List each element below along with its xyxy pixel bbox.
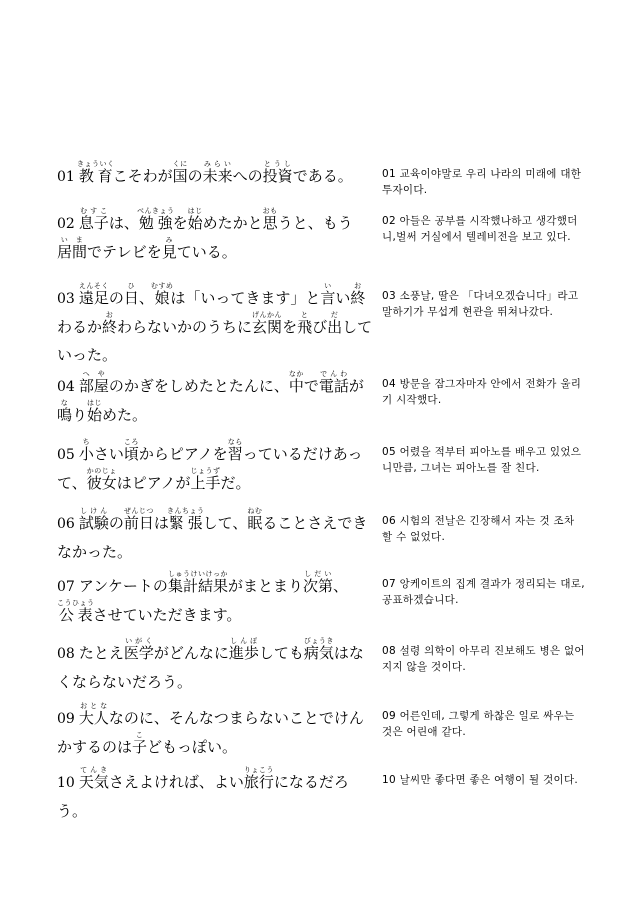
furigana-reading: りょこう (243, 766, 274, 774)
furigana-word: 病気びょうき (303, 637, 334, 662)
japanese-sentence (57, 160, 375, 191)
sentence-number: 08 (57, 646, 75, 662)
furigana-reading: み (161, 236, 177, 244)
furigana-word: 旅行りょこう (243, 766, 274, 791)
furigana-reading: むすこ (78, 207, 109, 215)
japanese-sentence (57, 370, 375, 429)
sentence-text: び (312, 318, 328, 336)
furigana-word: 教育きょういく (76, 160, 115, 185)
sentence-text: のかぎをしめたとたんに、 (108, 377, 289, 395)
sentence-number: 07 (57, 579, 75, 595)
furigana-word: 習なら (227, 438, 243, 463)
furigana-word: 試験しけん (78, 507, 109, 532)
sentence-number: 06 (57, 516, 75, 532)
korean-translation: 06 시험의 전날은 긴장해서 자는 것 조차 할 수 없었다. (382, 515, 575, 543)
sentence-text: なのに、そんなつまらないことでけんかするのは (57, 709, 364, 756)
sentence-text: からピアノを (138, 445, 228, 463)
furigana-word: 前日ぜんじつ (123, 507, 154, 532)
furigana-word: 見み (161, 236, 177, 261)
furigana-reading: べんきょう (137, 207, 175, 215)
sentence-text: どもっぽい。 (147, 738, 238, 756)
furigana-word: 天気てんき (78, 766, 109, 791)
furigana-reading: ねむ (247, 507, 263, 515)
sentence-text: わるか (57, 318, 103, 336)
sentence-text: は、 (108, 214, 139, 232)
furigana-reading: えんそく (78, 282, 109, 290)
sentence-text: を (282, 318, 298, 336)
korean-translation: 01 교육이야말로 우리 나라의 미래에 대한 투자이다. (382, 168, 582, 196)
sentence-text: させていただきます。 (92, 606, 242, 624)
sentence-text: めた。 (102, 406, 148, 424)
korean-translation: 04 방문을 잠그자마자 안에서 전화가 울리기 시작했다. (382, 378, 582, 406)
furigana-word: 玄関げんかん (252, 311, 283, 336)
furigana-reading: しゅうけいけっか (167, 570, 228, 578)
sentence-text: り (72, 406, 88, 424)
sentence-text: である。 (292, 167, 353, 185)
sentence-text: アンケートの (78, 577, 168, 595)
sentence-text: 、 (332, 577, 348, 595)
japanese-sentence (57, 637, 375, 696)
japanese-sentence (57, 766, 375, 825)
sentence-text: の (187, 167, 203, 185)
sentence-text: ている。 (176, 243, 237, 261)
sentence-text: しても (258, 644, 304, 662)
sentence-text: の (108, 289, 124, 307)
sentence-text: でテレビを (87, 243, 162, 261)
sentence-text: うと、もう (277, 214, 353, 232)
furigana-reading: なか (288, 370, 304, 378)
japanese-sentence (57, 507, 375, 566)
furigana-reading: きょういく (76, 160, 115, 168)
furigana-reading: はじ (87, 399, 103, 407)
furigana-reading: こ (132, 731, 148, 739)
sentence-number: 05 (57, 447, 75, 463)
sentence-text: こそわが (112, 167, 173, 185)
furigana-word: 遠足えんそく (78, 282, 109, 307)
furigana-word: 医学いがく (123, 637, 154, 662)
furigana-word: 終お (102, 311, 118, 336)
korean-translation: 09 어른인데, 그렇게 하찮은 일로 싸우는 것은 어린애 같다. (382, 710, 575, 738)
furigana-word: 大人おとな (78, 702, 109, 727)
furigana-reading: こうひょう (57, 599, 95, 607)
furigana-reading: ち (78, 438, 94, 446)
furigana-word: 国くに (172, 160, 188, 185)
sentence-text: はなくならないだろう。 (57, 644, 364, 691)
furigana-reading: お (102, 311, 118, 319)
furigana-reading: ぜんじつ (123, 507, 154, 515)
japanese-sentence (57, 570, 375, 629)
furigana-word: 次第しだい (302, 570, 333, 595)
sentence-number: 02 (57, 216, 75, 232)
japanese-sentence (57, 282, 375, 369)
furigana-reading: とうし (262, 160, 293, 168)
korean-translation: 08 설령 의학이 아무리 진보해도 병은 없어지지 않을 것이다. (382, 645, 585, 673)
sentence-text: になるだろう。 (57, 773, 349, 820)
furigana-reading: い (320, 282, 336, 290)
furigana-reading: ころ (123, 438, 139, 446)
korean-translation: 02 아들은 공부를 시작했나하고 생각했더니,벌써 거실에서 텔레비전을 보고 있다. (382, 215, 578, 243)
furigana-word: 部屋へや (78, 370, 109, 395)
furigana-reading: おとな (78, 702, 109, 710)
sentence-number: 09 (57, 711, 75, 727)
furigana-reading: しけん (78, 507, 109, 515)
furigana-reading: いま (57, 236, 88, 244)
furigana-reading: てんき (78, 766, 109, 774)
sentence-text: がどんなに (153, 644, 229, 662)
furigana-word: 小ち (78, 438, 94, 463)
furigana-word: 始はじ (187, 207, 203, 232)
furigana-reading: おも (262, 207, 278, 215)
furigana-reading: しだい (302, 570, 333, 578)
furigana-word: 居間いま (57, 236, 88, 261)
sentence-text: は「いってきます」と (170, 289, 321, 307)
furigana-reading: お (350, 282, 366, 290)
furigana-reading: だ (327, 311, 343, 319)
furigana-reading: でんわ (318, 370, 349, 378)
furigana-reading: かのじょ (86, 467, 117, 475)
furigana-reading: じょうず (190, 467, 221, 475)
furigana-word: 終お (350, 282, 366, 307)
sentence-text: 、 (138, 289, 154, 307)
furigana-word: 進歩しんぽ (228, 637, 259, 662)
furigana-word: 未来みらい (202, 160, 233, 185)
furigana-reading: なら (227, 438, 243, 446)
furigana-reading: みらい (202, 160, 233, 168)
japanese-sentence (57, 702, 375, 761)
furigana-word: 公表こうひょう (57, 599, 95, 624)
korean-translation: 05 어렸을 적부터 피아노를 배우고 있었으니만큼, 그녀는 피아노를 잘 친다. (382, 446, 582, 474)
furigana-reading: と (297, 311, 313, 319)
sentence-number: 04 (57, 379, 75, 395)
sentence-text: っているだけあって、 (57, 445, 363, 492)
furigana-word: 電話でんわ (318, 370, 349, 395)
furigana-word: 投資とうし (262, 160, 293, 185)
furigana-reading: な (57, 399, 72, 407)
furigana-word: 眠ねむ (247, 507, 263, 532)
furigana-word: 彼女かのじょ (86, 467, 117, 492)
furigana-reading: びょうき (303, 637, 334, 645)
furigana-word: 娘むすめ (150, 282, 174, 307)
furigana-word: 集計結果しゅうけいけっか (167, 570, 228, 595)
sentence-text: への (232, 167, 263, 185)
furigana-reading: むすめ (150, 282, 174, 290)
furigana-reading: いがく (123, 637, 154, 645)
sentence-text: は (153, 514, 169, 532)
furigana-word: 頃ころ (123, 438, 139, 463)
sentence-text: さえよければ、よい (108, 773, 244, 791)
furigana-reading: きんちょう (167, 507, 205, 515)
sentence-text: で (303, 377, 319, 395)
korean-translation: 07 앙케이트의 집계 결과가 정리되는 대로, 공표하겠습니다. (382, 578, 585, 606)
furigana-word: 上手じょうず (190, 467, 221, 492)
furigana-word: 思おも (262, 207, 278, 232)
japanese-sentence (57, 438, 375, 497)
furigana-reading: げんかん (252, 311, 283, 319)
furigana-reading: くに (172, 160, 188, 168)
furigana-word: 言い (320, 282, 336, 307)
furigana-word: 勉強べんきょう (137, 207, 175, 232)
furigana-reading: しんぽ (228, 637, 259, 645)
sentence-text: めたかと (202, 214, 263, 232)
furigana-word: 緊張きんちょう (167, 507, 205, 532)
sentence-text: を (172, 214, 188, 232)
furigana-word: 中なか (288, 370, 304, 395)
sentence-text: ることさえできなかった。 (57, 514, 368, 561)
sentence-text: だ。 (220, 474, 251, 492)
sentence-text: さい (93, 445, 124, 463)
furigana-word: 飛と (297, 311, 313, 336)
furigana-word: 始はじ (87, 399, 103, 424)
furigana-reading: ひ (123, 282, 139, 290)
furigana-word: 息子むすこ (78, 207, 109, 232)
sentence-number: 01 (57, 169, 75, 185)
sentence-text: の (108, 514, 124, 532)
sentence-text: していった。 (57, 318, 373, 364)
furigana-reading: へや (78, 370, 109, 378)
furigana-word: 日ひ (123, 282, 139, 307)
japanese-sentence (57, 207, 375, 266)
sentence-text: が (348, 377, 364, 395)
sentence-text: い (335, 289, 351, 307)
sentence-text: わらないかのうちに (117, 318, 253, 336)
sentence-text: たとえ (78, 644, 124, 662)
sentence-number: 03 (57, 291, 75, 307)
sentence-number: 10 (57, 775, 75, 791)
furigana-reading: はじ (187, 207, 203, 215)
korean-translation: 03 소풍날, 딸은 「다녀오겠습니다」라고 말하기가 무섭게 현관을 뛰쳐나갔다. (382, 290, 579, 318)
sentence-text: して、 (202, 514, 248, 532)
furigana-word: 子こ (132, 731, 148, 756)
sentence-text: はピアノが (116, 474, 191, 492)
sentence-text: がまとまり (227, 577, 303, 595)
furigana-word: 出だ (327, 311, 343, 336)
furigana-word: 鳴な (57, 399, 73, 424)
korean-translation: 10 날씨만 좋다면 좋은 여행이 될 것이다. (382, 774, 579, 786)
